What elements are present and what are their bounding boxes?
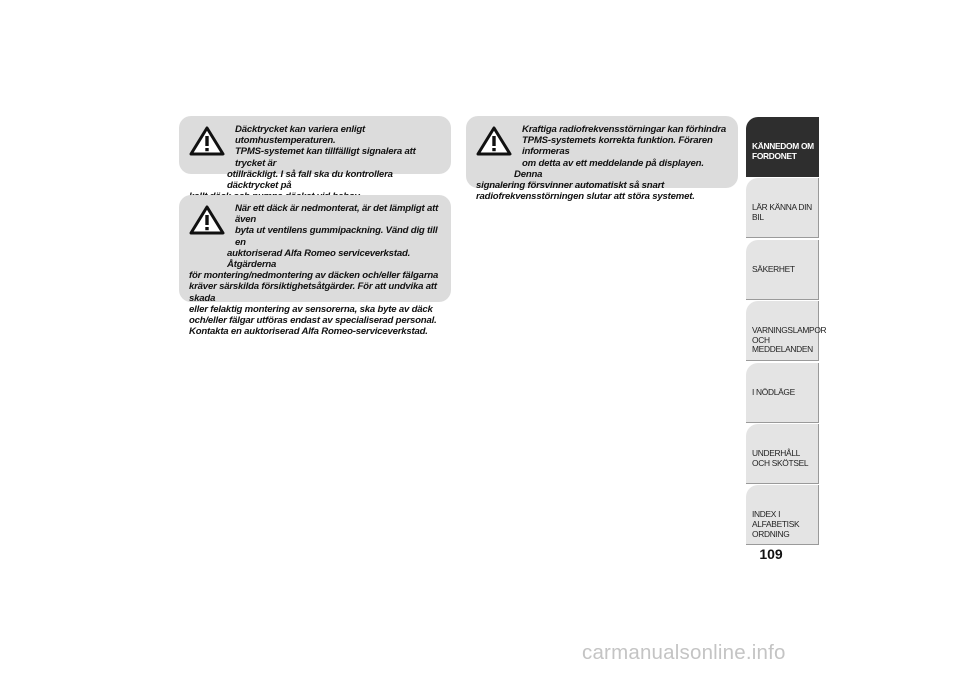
tab-label: LÄR KÄNNA DIN BIL bbox=[752, 202, 812, 222]
chapter-tabs bbox=[746, 117, 827, 547]
tab-label: KÄNNEDOM OM FORDONET bbox=[752, 141, 814, 161]
tab-underhall-och-skotsel[interactable] bbox=[746, 424, 819, 484]
warning-triangle-icon bbox=[476, 126, 516, 160]
tab-label: VARNINGSLAMPOR OCH MEDDELANDEN bbox=[752, 325, 827, 355]
warning-box-tire-pressure bbox=[179, 116, 451, 192]
tab-label: SÄKERHET bbox=[752, 263, 795, 274]
watermark: carmanualsonline.info bbox=[582, 641, 786, 664]
tab-varningslampor[interactable] bbox=[746, 301, 827, 361]
warning-triangle-icon bbox=[189, 126, 229, 160]
warning-box-radio-interference bbox=[466, 116, 738, 203]
warning-text: Däcktrycket kan variera enligt utomhustemperaturen. TPMS-systemet kan tillfälligt signalera att trycket är otillräckligt. I så fall ska du kontrollera däcktrycket på bbox=[227, 124, 416, 192]
tab-kannedom-om-fordonet[interactable] bbox=[746, 117, 819, 177]
tab-sakerhet[interactable] bbox=[746, 240, 819, 300]
tab-index[interactable] bbox=[746, 485, 819, 545]
warning-text: Kraftiga radiofrekvensstörningar kan förhindra TPMS-systemets korrekta funktion. Föraren informeras om detta av ett meddelande på displayen. Denna signalering försvinner automatiskt så snart radiofrekvensstörningen slutar att störa systemet. bbox=[476, 124, 727, 203]
tab-lar-kanna-din-bil[interactable] bbox=[746, 178, 819, 238]
warning-triangle-icon bbox=[189, 205, 229, 239]
tab-i-nodlage[interactable] bbox=[746, 363, 819, 423]
page-number: 109 bbox=[759, 546, 783, 562]
warning-text: När ett däck är nedmonterat, är det lämpligt att även byta ut ventilens gummipackning. Vänd dig till en auktoriserad Alfa Romeo serviceverkstad. Åtgärderna för montering/nedmontering av däcken och/eller fälgarna kräver särskilda försiktighetsåtgärder. För att undvika att skada eller felaktig montering av sensorerna, ska byte av däck och/eller fälgar utföras endast av specialiserad personal. Kontakta en auktoriserad Alfa Romeo-serviceverkstad. bbox=[189, 203, 439, 338]
tab-label: INDEX I ALFABETISK ORDNING bbox=[752, 509, 800, 539]
tab-label: I NÖDLÄGE bbox=[752, 386, 795, 397]
tab-label: UNDERHÅLL OCH SKÖTSEL bbox=[752, 447, 809, 468]
warning-box-valve-replacement bbox=[179, 195, 451, 338]
